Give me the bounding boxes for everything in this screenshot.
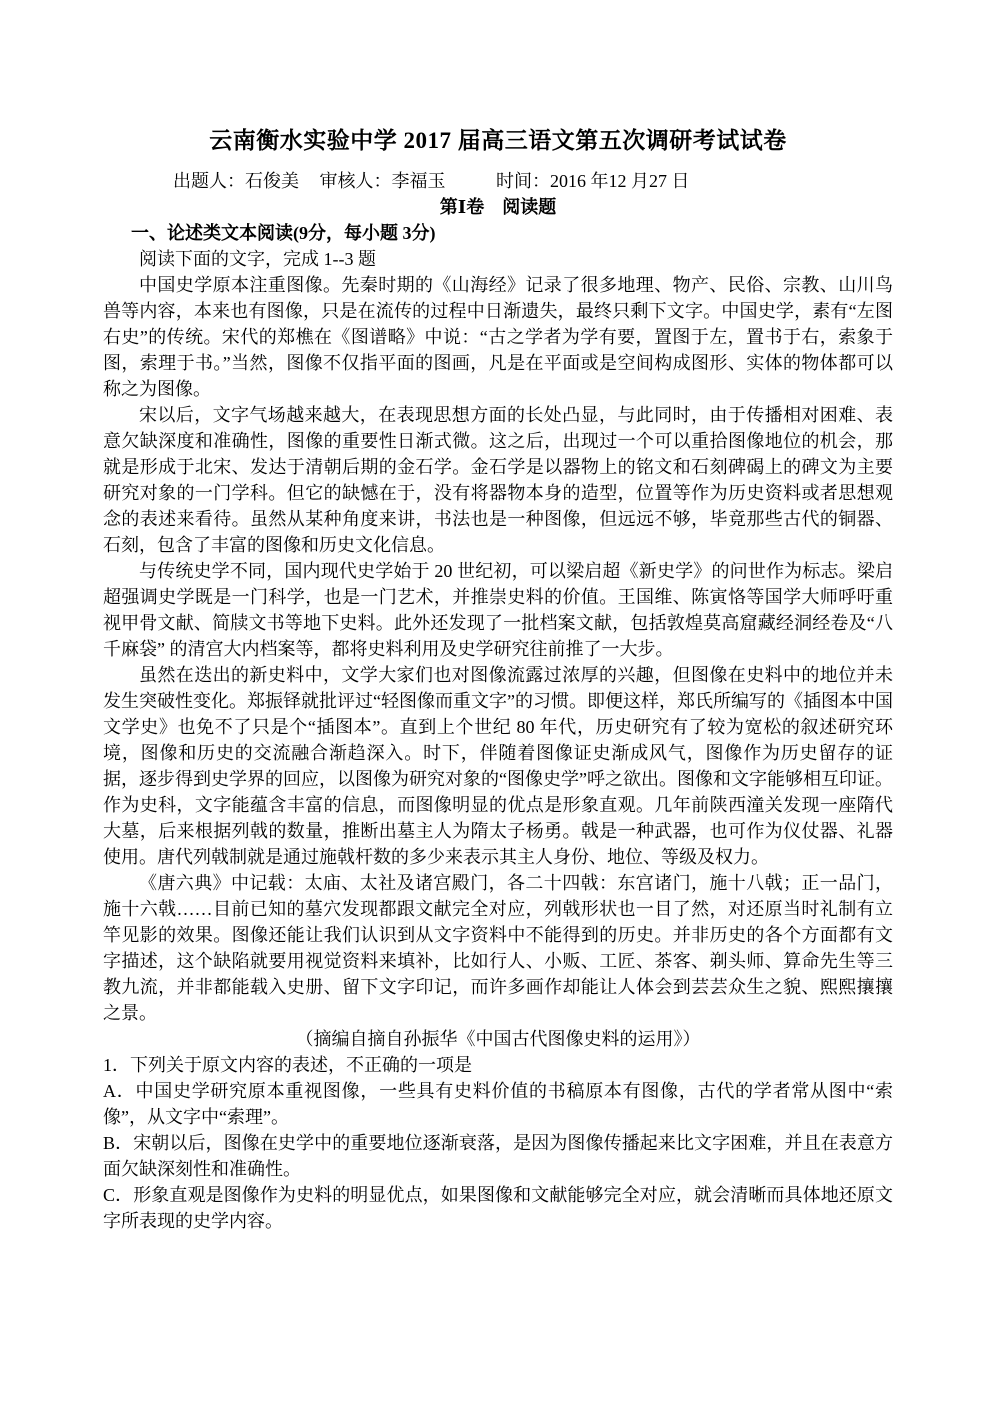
article-paragraph-5: 《唐六典》中记载：太庙、太社及诸宫殿门，各二十四戟：东宫诸门，施十八戟；正一品门，施十六戟……目前已知的墓穴发现都跟文献完全对应，列戟形状也一目了然，对还原当时礼制有立竿见影的效果。图像还能让我们认识到从文字资料中不能得到的历史。并非历史的各个方面都有文字描述，这个缺陷就要用视觉资料来填补，比如行人、小贩、工匠、茶客、剃头师、算命先生等三教九流，并非都能载入史册、留下文字印记，而许多画作却能让人体会到芸芸众生之貌、熙熙攘攘之景。: [103, 873, 893, 1023]
reading-instruction: 阅读下面的文字，完成 1--3 题: [139, 249, 376, 269]
exam-info-line: [173, 168, 893, 194]
article-paragraph-4: 虽然在迭出的新史料中，文学大家们也对图像流露过浓厚的兴趣，但图像在史料中的地位并未发生突破性变化。郑振铎就批评过“轻图像而重文字”的习惯。即便这样，郑氏所编写的《插图本中国文学史》也免不了只是个“插图本”。直到上个世纪 80 年代，历史研究有了较为宽松的叙述研究环境，图像和历史的交流融合渐趋深入。时下，伴随着图像证史渐成风气，图像作为历史留存的证据，逐步得到史学界的回应，以图像为研究对象的“图像史学”呼之欲出。图像和文字能够相互印证。作为史科，文字能蕴含丰富的信息，而图像明显的优点是形象直观。几年前陕西潼关发现一座隋代大墓，后来根据列戟的数量，推断出墓主人为隋太子杨勇。戟是一种武器，也可作为仪仗器、礼器使用。唐代列戟制就是通过施戟杆数的多少来表示其主人身份、地位、等级及权力。: [103, 665, 893, 867]
question-1-stem: 1．下列关于原文内容的表述，不正确的一项是: [103, 1055, 472, 1075]
article-paragraph-1: 中国史学原本注重图像。先秦时期的《山海经》记录了很多地理、物产、民俗、宗教、山川鸟兽等内容，本来也有图像，只是在流传的过程中日渐遗失，最终只剩下文字。中国史学，素有“左图右史”的传统。宋代的郑樵在《图谱略》中说：“古之学者为学有要，置图于左，置书于右，索象于图，索理于书。”当然，图像不仅指平面的图画，凡是在平面或是空间构成图形、实体的物体都可以称之为图像。: [103, 275, 893, 399]
article-paragraph-2: 宋以后，文字气场越来越大，在表现思想方面的长处凸显，与此同时，由于传播相对困难、表意欠缺深度和准确性，图像的重要性日渐式微。这之后，出现过一个可以重拾图像地位的机会，那就是形成于北宋、发达于清朝后期的金石学。金石学是以器物上的铭文和石刻碑碣上的碑文为主要研究对象的一门学科。但它的缺憾在于，没有将器物本身的造型，位置等作为历史资料或者思想观念的表述来看待。虽然从某种角度来讲，书法也是一种图像，但远远不够，毕竟那些古代的铜器、石刻，包含了丰富的图像和历史文化信息。: [103, 405, 893, 555]
exam-time: 时间：2016 年12 月27 日: [496, 171, 690, 191]
source-attribution: （摘编自摘自孙振华《中国古代图像史料的运用》）: [295, 1029, 701, 1049]
question-1-option-c: C．形象直观是图像作为史料的明显优点，如果图像和文献能够完全对应，就会清晰而具体地还原文字所表现的史学内容。: [103, 1185, 893, 1231]
question-1-option-b: B．宋朝以后，图像在史学中的重要地位逐渐衰落，是因为图像传播起来比文字困难，并且在表意方面欠缺深刻性和准确性。: [103, 1133, 893, 1179]
exam-title: 云南衡水实验中学 2017 届高三语文第五次调研考试试卷: [209, 128, 787, 153]
article-paragraph-3: 与传统史学不同，国内现代史学始于 20 世纪初，可以梁启超《新史学》的问世作为标志。梁启超强调史学既是一门科学，也是一门艺术，并推崇史料的价值。王国维、陈寅恪等国学大师呼吁重视甲骨文献、简牍文书等地下史料。此外还发现了一批档案文献，包括敦煌莫高窟藏经洞经卷及“八千麻袋” 的清宫大内档案等，都将史料利用及史学研究往前推了一大步。: [103, 561, 893, 659]
exam-setter: 出题人：石俊美: [173, 171, 299, 191]
section-heading: 一、论述类文本阅读(9分，每小题 3分): [131, 223, 436, 243]
question-1-option-a: A．中国史学研究原本重视图像，一些具有史料价值的书稿原本有图像，古代的学者常从图中“索像”，从文字中“索理”。: [103, 1081, 893, 1127]
exam-reviewer: 审核人：李福玉: [319, 171, 446, 191]
volume-heading: 第Ⅰ卷 阅读题: [439, 197, 557, 217]
